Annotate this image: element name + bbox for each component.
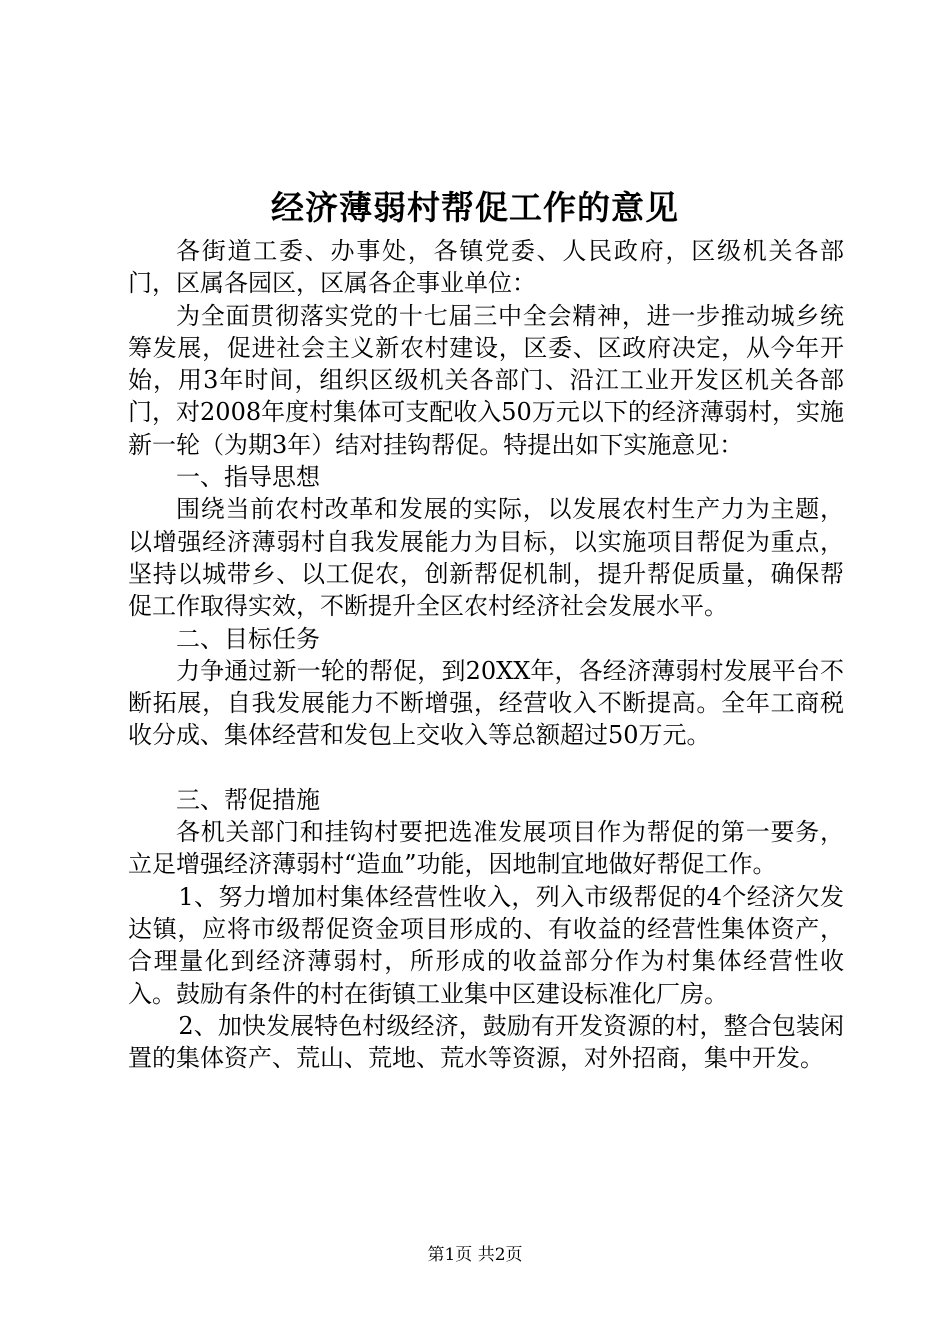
document-title: 经济薄弱村帮促工作的意见 xyxy=(271,188,679,227)
measure-item-2: 2、加快发展特色村级经济，鼓励有开发资源的村，整合包装闲置的集体资产、荒山、荒地、荒水等资源，对外招商，集中开发。 xyxy=(128,1011,844,1073)
intro-paragraph: 为全面贯彻落实党的十七届三中全会精神，进一步推动城乡统筹发展，促进社会主义新农村建设，区委、区政府决定，从今年开始，用3年时间，组织区级机关各部门、沿江工业开发区机关各部门，对2008年度村集体可支配收入50万元以下的经济薄弱村，实施新一轮（为期3年）结对挂钩帮促。特提出如下实施意见： xyxy=(128,301,844,459)
measure-item-1: 1、努力增加村集体经营性收入，列入市级帮促的4个经济欠发达镇，应将市级帮促资金项目形成的、有收益的经营性集体资产，合理量化到经济薄弱村，所形成的收益部分作为村集体经营性收入。鼓励有条件的村在街镇工业集中区建设标准化厂房。 xyxy=(128,882,844,1008)
section-heading-goals: 二、目标任务 xyxy=(176,624,320,653)
salutation-paragraph: 各街道工委、办事处，各镇党委、人民政府，区级机关各部门，区属各园区，区属各企事业单位： xyxy=(128,237,844,298)
document-body xyxy=(128,235,844,1074)
guiding-ideology-paragraph: 围绕当前农村改革和发展的实际，以发展农村生产力为主题，以增强经济薄弱村自我发展能力为目标，以实施项目帮促为重点，坚持以城带乡、以工促农，创新帮促机制，提升帮促质量，确保帮促工作取得实效，不断提升全区农村经济社会发展水平。 xyxy=(128,495,844,621)
page-footer: 第1页 共2页 xyxy=(427,1245,523,1265)
section-heading-guiding-ideology: 一、指导思想 xyxy=(176,463,320,492)
measures-intro-paragraph: 各机关部门和挂钩村要把选准发展项目作为帮促的第一要务，立足增强经济薄弱村“造血”功能，因地制宜地做好帮促工作。 xyxy=(128,818,844,879)
section-heading-measures: 三、帮促措施 xyxy=(176,785,320,814)
goals-paragraph: 力争通过新一轮的帮促，到20XX年，各经济薄弱村发展平台不断拓展，自我发展能力不断增强，经营收入不断提高。全年工商税收分成、集体经营和发包上交收入等总额超过50万元。 xyxy=(128,656,844,750)
